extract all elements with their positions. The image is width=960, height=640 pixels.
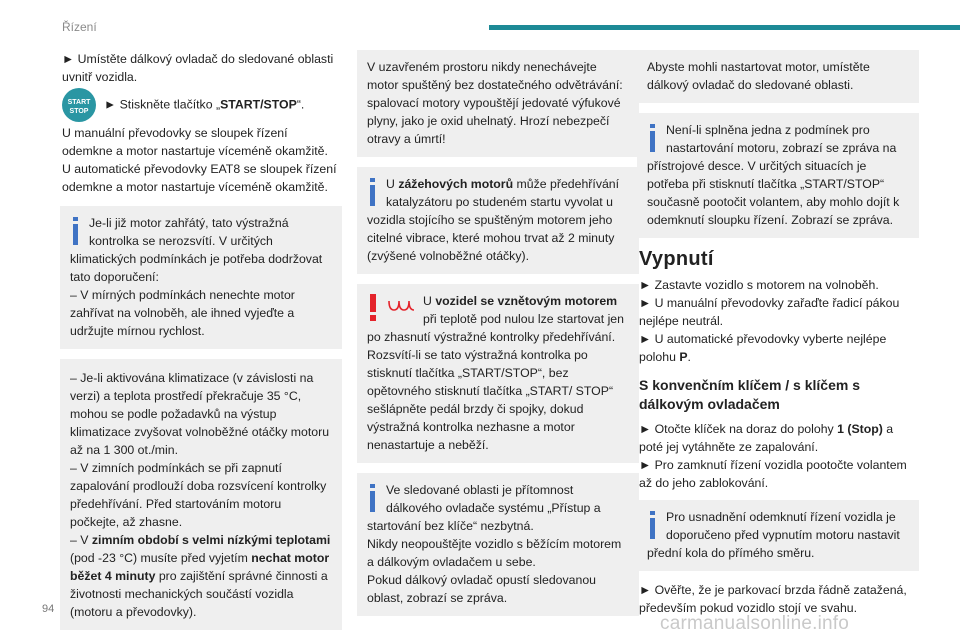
info-icon — [367, 484, 378, 512]
start-stop-icon: START STOP — [62, 88, 96, 122]
preheating-coil-icon — [387, 298, 417, 312]
step-parking-brake: ► Ověřte, že je parkovací brzda řádně zatažená, především pokud vozidlo stojí ve svahu. — [639, 583, 907, 615]
info-box-warm-engine: Je-li již motor zahřátý, tato výstražná kontrolka se nerozsvítí. V určitých klimatických podmínkách je potřeba dodržovat tato doporučení: – V mírných podmínkách nenechte motor zahřívat na volnoběh, ale ihned vyjeďte a udržujte mírnou rychlost. — [60, 206, 342, 349]
heading-key: S konvenčním klíčem / s klíčem s dálkovým ovladačem — [639, 377, 860, 412]
step-stop-vehicle: ► Zastavte vozidlo s motorem na volnoběh. — [639, 278, 879, 292]
info-box-wheels-straight: Pro usnadnění odemknutí řízení vozidla je doporučeno před vypnutím motoru nastavit přední kola do přímého směru. — [637, 500, 919, 571]
automatic-gearbox-text: U automatické převodovky EAT8 se sloupek řízení odemkne a motor nastartuje víceméně okamžitě. — [62, 162, 337, 194]
column-1 — [62, 50, 340, 640]
step-place-remote: ► Umístěte dálkový ovladač do sledované oblasti uvnitř vozidla. — [62, 52, 334, 84]
step-press-start: START STOP► Stiskněte tlačítko „START/STOP“. — [62, 88, 340, 122]
warning-box-diesel: U vozidel se vznětovým motorem při teplotě pod nulou lze startovat jen po zhasnutí výstražné kontrolky předehřívání. Rozsvítí-li se tato výstražná kontrolka po stisknutí tlačítka „START/STOP“, bez opětovného stisknutí tlačítka „START/ STOP“ sešlápněte pedál brzdy či spojky, dokud výstražná kontrolka nezhasne a motor nenastartuje a neběží. — [357, 284, 639, 463]
note-box-remote-zone: Abyste mohli nastartovat motor, umístěte dálkový ovladač do sledované oblasti. — [637, 50, 919, 103]
info-box-climate: – Je-li aktivována klimatizace (v závislosti na verzi) a teplota prostředí překračuje 35 °C, mohou se podle požadavků na výstup klimatizace zvyšovat volnoběžné otáčky motoru až na 1 300 ot./min. – V zimních podmínkách se při zapnutí zapalování prodlouží doba rozsvícení kontrolky předehřívání. Před startováním motoru počkejte, až zhasne. – V zimním období s velmi nízkými teplotami (pod -23 °C) musíte před vyjetím nechat motor běžet 4 minuty pro zajištění správné činnosti a životnosti mechanických součástí vozidla (motoru a převodovky). — [60, 359, 342, 630]
info-icon — [647, 511, 658, 539]
info-box-keyless: Ve sledované oblasti je přítomnost dálkového ovladače systému „Přístup a startování bez klíče“ nezbytná. Nikdy neopouštějte vozidlo s běžícím motorem a dálkovým ovladačem u sebe. Pokud dálkový ovladač opustí sledovanou oblast, zobrazí se zpráva. — [357, 473, 639, 616]
step-turn-key: ► Otočte klíček na doraz do polohy 1 (Stop) a poté jej vytáhněte ze zapalování. — [639, 422, 894, 454]
watermark: carmanualsonline.info — [660, 613, 850, 634]
manual-gearbox-text: U manuální převodovky se sloupek řízení odemkne a motor nastartuje víceméně okamžitě. — [62, 126, 328, 158]
info-box-conditions: Není-li splněna jedna z podmínek pro nastartování motoru, zobrazí se zpráva na přístrojové desce. V určitých situacích je potřeba při stisknutí tlačítka „START/STOP“ současně pootočit volantem, aby mohlo dojít k odemknutí sloupku řízení. Zobrazí se zpráva. — [637, 113, 919, 238]
heading-switch-off: Vypnutí — [639, 248, 714, 270]
info-box-petrol: U zážehových motorů může předehřívání katalyzátoru po studeném startu vyvolat u vozidla stojícího se spuštěným motorem jeho citelné vibrace, které mohou trvat až 2 minuty (zvýšené volnoběžné otáčky). — [357, 167, 639, 274]
page-number: 94 — [42, 603, 55, 615]
warning-icon — [367, 294, 379, 322]
column-3 — [639, 50, 917, 617]
step-automatic-park: ► U automatické převodovky vyberte nejlépe polohu P. — [639, 332, 887, 364]
info-icon — [70, 217, 81, 245]
danger-box-enclosed-space: V uzavřeném prostoru nikdy nenechávejte motor spuštěný bez dostatečného odvětrávání: spalovací motory vypouštějí jedovaté výfukové plyny, jako je oxid uhelnatý. Hrozí nebezpečí otravy a úmrtí! — [357, 50, 639, 157]
info-icon — [647, 124, 658, 152]
step-manual-neutral: ► U manuální převodovky zařaďte řadicí pákou nejlépe neutrál. — [639, 296, 900, 328]
column-2 — [359, 50, 637, 626]
step-lock-steering: ► Pro zamknutí řízení vozidla pootočte volantem až do jeho zablokování. — [639, 458, 907, 490]
info-icon — [367, 178, 378, 206]
header-accent-bar — [489, 25, 960, 30]
section-header: Řízení — [62, 20, 97, 34]
